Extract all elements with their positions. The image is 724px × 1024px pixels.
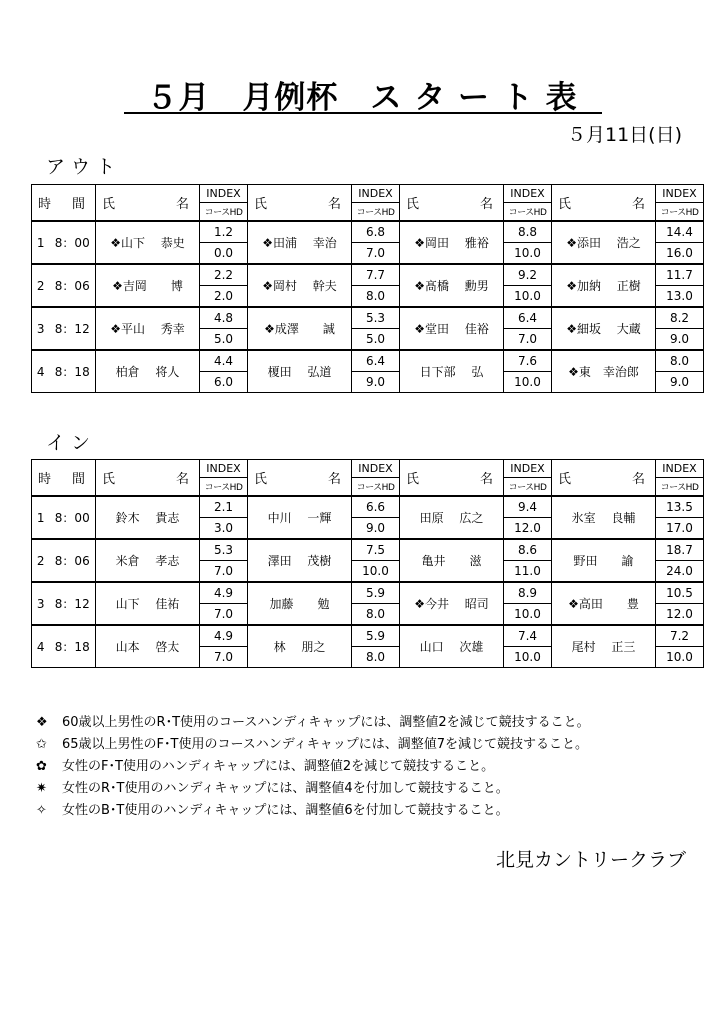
name-header-right: 名 — [631, 472, 645, 487]
player-name: 野田 諭 — [552, 539, 656, 582]
player-index: 6.8 — [352, 221, 400, 243]
course-hd-header: コースHD — [656, 203, 704, 222]
group-number: 2 — [32, 264, 50, 307]
name-header-right: 名 — [175, 197, 189, 212]
course-hd-header: コースHD — [352, 478, 400, 497]
name-header-right: 名 — [175, 472, 189, 487]
name-header-right: 名 — [479, 472, 493, 487]
player-course-hd: 17.0 — [656, 518, 704, 540]
player-course-hd: 11.0 — [504, 561, 552, 583]
name-header-left: 氏 — [406, 472, 420, 487]
name-header-right: 名 — [479, 197, 493, 212]
table-row — [32, 539, 704, 561]
note-text: 60歳以上男性のR･T使用のコースハンディキャップには、調整値2を減じて競技すること。 — [62, 715, 590, 730]
index-header: INDEX — [352, 185, 400, 203]
course-hd-header: コースHD — [504, 478, 552, 497]
name-header-left: 氏 — [102, 197, 116, 212]
player-index: 7.2 — [656, 625, 704, 647]
player-index: 5.3 — [200, 539, 248, 561]
player-index: 4.9 — [200, 582, 248, 604]
player-index: 8.0 — [656, 350, 704, 372]
table-row — [32, 625, 704, 647]
player-index: 7.6 — [504, 350, 552, 372]
name-header — [400, 460, 504, 497]
group-number: 2 — [32, 539, 50, 582]
player-course-hd: 7.0 — [200, 561, 248, 583]
note-line — [36, 734, 590, 756]
player-index: 9.4 — [504, 496, 552, 518]
course-hd-header: コースHD — [352, 203, 400, 222]
player-course-hd: 7.0 — [504, 329, 552, 351]
player-name: ❖髙橋 勳男 — [400, 264, 504, 307]
name-header-right: 名 — [631, 197, 645, 212]
player-name: 山口 次雄 — [400, 625, 504, 668]
player-course-hd: 7.0 — [200, 647, 248, 668]
player-index: 11.7 — [656, 264, 704, 286]
in-start-table — [31, 459, 704, 668]
player-index: 7.7 — [352, 264, 400, 286]
name-header — [248, 185, 352, 222]
player-name: ❖田浦 幸治 — [248, 221, 352, 264]
tee-time: 8：00 — [50, 221, 96, 264]
name-header-left: 氏 — [558, 472, 572, 487]
out-start-table — [31, 184, 704, 393]
player-index: 9.2 — [504, 264, 552, 286]
player-course-hd: 8.0 — [352, 604, 400, 626]
player-index: 8.2 — [656, 307, 704, 329]
player-course-hd: 12.0 — [656, 604, 704, 626]
section-out-label: ア ウ ト — [46, 156, 116, 178]
player-index: 6.6 — [352, 496, 400, 518]
index-header: INDEX — [656, 460, 704, 478]
table-row — [32, 350, 704, 372]
tee-time: 8：06 — [50, 264, 96, 307]
page-title: ５月 月例杯 ス タ ー ト 表 — [146, 80, 578, 116]
player-course-hd: 12.0 — [504, 518, 552, 540]
table-row — [32, 221, 704, 243]
index-header: INDEX — [200, 185, 248, 203]
player-name: ❖堂田 佳裕 — [400, 307, 504, 350]
player-index: 13.5 — [656, 496, 704, 518]
player-course-hd: 24.0 — [656, 561, 704, 583]
group-number: 4 — [32, 350, 50, 393]
club-name: 北見カントリークラブ — [495, 849, 686, 871]
notes — [36, 712, 590, 822]
player-name: ❖細坂 大蔵 — [552, 307, 656, 350]
tee-time: 8：06 — [50, 539, 96, 582]
player-name: ❖岡村 幹夫 — [248, 264, 352, 307]
note-mark-icon: ✧ — [36, 803, 47, 818]
time-header-left: 時 — [38, 472, 52, 487]
note-mark-icon: ❖ — [36, 715, 48, 730]
player-course-hd: 10.0 — [504, 286, 552, 308]
player-name: 尾村 正三 — [552, 625, 656, 668]
name-header — [96, 185, 200, 222]
group-number: 1 — [32, 496, 50, 539]
player-index: 8.8 — [504, 221, 552, 243]
player-index: 4.9 — [200, 625, 248, 647]
tee-time: 8：00 — [50, 496, 96, 539]
index-header: INDEX — [504, 185, 552, 203]
player-index: 14.4 — [656, 221, 704, 243]
player-course-hd: 6.0 — [200, 372, 248, 393]
player-index: 5.9 — [352, 582, 400, 604]
player-index: 7.4 — [504, 625, 552, 647]
name-header — [400, 185, 504, 222]
player-name: 米倉 孝志 — [96, 539, 200, 582]
course-hd-header: コースHD — [200, 203, 248, 222]
name-header-left: 氏 — [558, 197, 572, 212]
player-course-hd: 13.0 — [656, 286, 704, 308]
index-header: INDEX — [352, 460, 400, 478]
time-header-left: 時 — [38, 197, 52, 212]
player-name: 田原 広之 — [400, 496, 504, 539]
player-course-hd: 7.0 — [200, 604, 248, 626]
name-header — [248, 460, 352, 497]
event-date: ５月11日(日) — [566, 124, 682, 146]
name-header-left: 氏 — [406, 197, 420, 212]
player-index: 6.4 — [504, 307, 552, 329]
name-header-left: 氏 — [102, 472, 116, 487]
player-course-hd: 9.0 — [656, 372, 704, 393]
player-name: ❖高田 豊 — [552, 582, 656, 625]
name-header — [552, 185, 656, 222]
time-header-right: 間 — [71, 472, 85, 487]
player-course-hd: 8.0 — [352, 647, 400, 668]
player-name: ❖加納 正樹 — [552, 264, 656, 307]
name-header-right: 名 — [327, 197, 341, 212]
note-line — [36, 712, 590, 734]
player-name: ❖添田 浩之 — [552, 221, 656, 264]
group-number: 3 — [32, 582, 50, 625]
player-index: 5.3 — [352, 307, 400, 329]
table-row — [32, 307, 704, 329]
player-course-hd: 5.0 — [352, 329, 400, 351]
player-course-hd: 5.0 — [200, 329, 248, 351]
player-course-hd: 9.0 — [352, 518, 400, 540]
player-course-hd: 10.0 — [352, 561, 400, 583]
player-index: 18.7 — [656, 539, 704, 561]
player-name: 亀井 滋 — [400, 539, 504, 582]
note-mark-icon: ✷ — [36, 781, 47, 796]
player-course-hd: 9.0 — [656, 329, 704, 351]
table-row — [32, 496, 704, 518]
player-name: ❖成澤 誠 — [248, 307, 352, 350]
player-course-hd: 10.0 — [504, 243, 552, 265]
course-hd-header: コースHD — [656, 478, 704, 497]
tee-time: 8：12 — [50, 582, 96, 625]
index-header: INDEX — [504, 460, 552, 478]
section-in-label: イ ン — [46, 432, 91, 454]
title-underline — [124, 112, 602, 114]
table-row — [32, 264, 704, 286]
player-name: 中川 一輝 — [248, 496, 352, 539]
player-index: 8.6 — [504, 539, 552, 561]
player-name: ❖岡田 雅裕 — [400, 221, 504, 264]
name-header-left: 氏 — [254, 472, 268, 487]
name-header-right: 名 — [327, 472, 341, 487]
course-hd-header: コースHD — [504, 203, 552, 222]
group-number: 3 — [32, 307, 50, 350]
index-header: INDEX — [656, 185, 704, 203]
player-name: 榎田 弘道 — [248, 350, 352, 393]
player-name: ❖吉岡 博 — [96, 264, 200, 307]
course-hd-header: コースHD — [200, 478, 248, 497]
player-name: ❖山下 恭史 — [96, 221, 200, 264]
note-text: 女性のF･T使用のハンディキャップには、調整値2を減じて競技すること。 — [62, 759, 495, 774]
player-course-hd: 10.0 — [504, 647, 552, 668]
note-mark-icon: ✿ — [36, 759, 47, 774]
time-header — [32, 460, 96, 497]
time-header — [32, 185, 96, 222]
group-number: 4 — [32, 625, 50, 668]
note-line — [36, 778, 590, 800]
player-name: 澤田 茂樹 — [248, 539, 352, 582]
player-index: 4.8 — [200, 307, 248, 329]
player-index: 8.9 — [504, 582, 552, 604]
player-index: 10.5 — [656, 582, 704, 604]
tee-time: 8：18 — [50, 350, 96, 393]
name-header — [96, 460, 200, 497]
note-text: 女性のB･T使用のハンディキャップには、調整値6を付加して競技すること。 — [62, 803, 509, 818]
player-index: 6.4 — [352, 350, 400, 372]
tee-time: 8：18 — [50, 625, 96, 668]
time-header-right: 間 — [71, 197, 85, 212]
player-index: 1.2 — [200, 221, 248, 243]
player-course-hd: 8.0 — [352, 286, 400, 308]
player-course-hd: 16.0 — [656, 243, 704, 265]
player-course-hd: 3.0 — [200, 518, 248, 540]
player-index: 7.5 — [352, 539, 400, 561]
player-name: ❖東 幸治郎 — [552, 350, 656, 393]
name-header — [552, 460, 656, 497]
player-name: 氷室 良輔 — [552, 496, 656, 539]
player-name: 鈴木 貴志 — [96, 496, 200, 539]
player-index: 5.9 — [352, 625, 400, 647]
note-text: 65歳以上男性のF･T使用のコースハンディキャップには、調整値7を減じて競技すること。 — [62, 737, 589, 752]
player-name: 林 朋之 — [248, 625, 352, 668]
player-index: 2.2 — [200, 264, 248, 286]
player-name: 日下部 弘 — [400, 350, 504, 393]
player-name: 山本 啓太 — [96, 625, 200, 668]
player-index: 4.4 — [200, 350, 248, 372]
note-line — [36, 800, 590, 822]
player-course-hd: 0.0 — [200, 243, 248, 265]
player-course-hd: 2.0 — [200, 286, 248, 308]
player-name: ❖平山 秀幸 — [96, 307, 200, 350]
player-course-hd: 9.0 — [352, 372, 400, 393]
player-name: 柏倉 将人 — [96, 350, 200, 393]
index-header: INDEX — [200, 460, 248, 478]
tee-time: 8：12 — [50, 307, 96, 350]
player-name: ❖今井 昭司 — [400, 582, 504, 625]
group-number: 1 — [32, 221, 50, 264]
table-row — [32, 582, 704, 604]
player-course-hd: 7.0 — [352, 243, 400, 265]
note-mark-icon: ✩ — [36, 737, 47, 752]
player-course-hd: 10.0 — [504, 372, 552, 393]
name-header-left: 氏 — [254, 197, 268, 212]
player-course-hd: 10.0 — [504, 604, 552, 626]
player-name: 山下 佳祐 — [96, 582, 200, 625]
note-text: 女性のR･T使用のハンディキャップには、調整値4を付加して競技すること。 — [62, 781, 509, 796]
player-name: 加藤 勉 — [248, 582, 352, 625]
player-index: 2.1 — [200, 496, 248, 518]
note-line — [36, 756, 590, 778]
player-course-hd: 10.0 — [656, 647, 704, 668]
